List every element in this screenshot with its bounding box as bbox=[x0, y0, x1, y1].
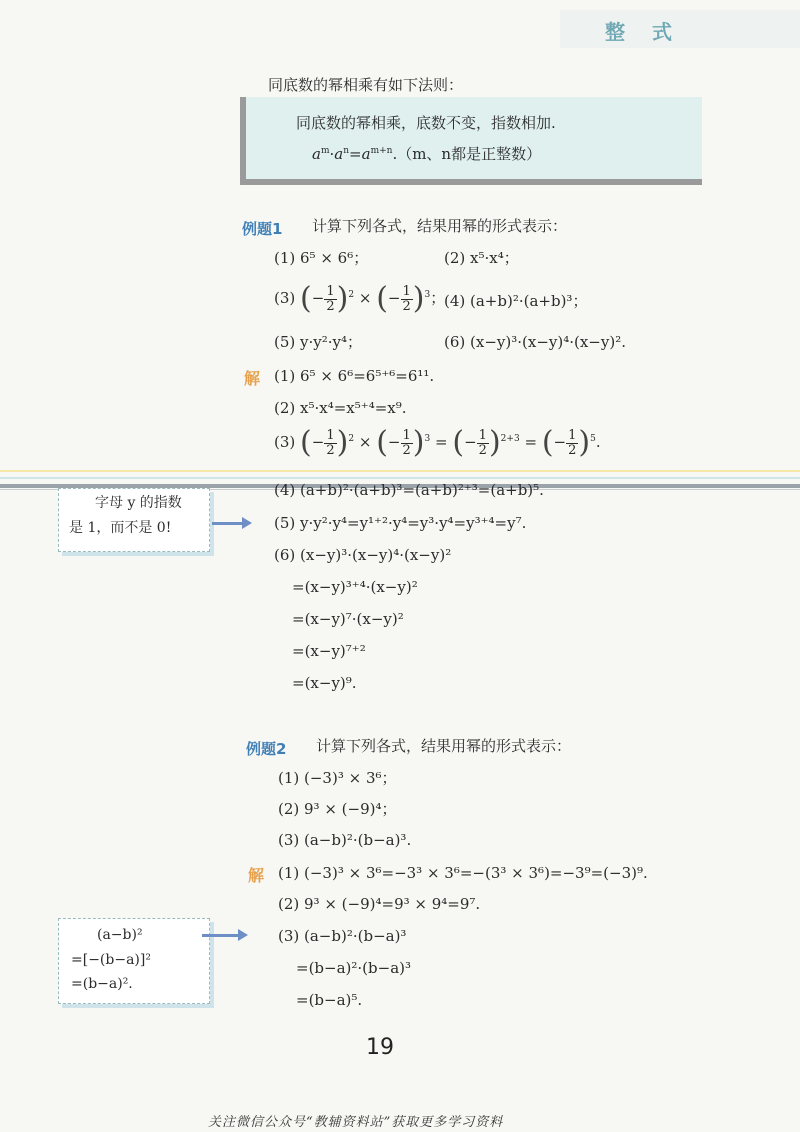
note1-line2: 是 1，而不是 0! bbox=[69, 519, 172, 536]
example2-problem-2: (2) 9³ × (−9)⁴； bbox=[278, 800, 397, 818]
example2-problem-1: (1) (−3)³ × 3⁶； bbox=[278, 769, 397, 787]
solution1-step-6-line2: =(x−y)³⁺⁴·(x−y)² bbox=[292, 578, 418, 596]
solution2-step-2: (2) 9³ × (−9)⁴=9³ × 9⁴=9⁷. bbox=[278, 895, 481, 913]
solution1-step-6-line3: =(x−y)⁷·(x−y)² bbox=[292, 610, 404, 628]
solution1-step-5: (5) y·y²·y⁴=y¹⁺²·y⁴=y³·y⁴=y³⁺⁴=y⁷. bbox=[274, 514, 527, 532]
solution1-step-6-line4: =(x−y)⁷⁺² bbox=[292, 642, 366, 660]
solution1-step-6-line1: (6) (x−y)³·(x−y)⁴·(x−y)² bbox=[274, 546, 452, 564]
solution1-step-3: (3) (− $\frac{1}{2}$ )$^2$ × (− $\frac{1}{2}$ )$^3$ = (− $\frac{1}{2}$ )$^{2+3}$ = (− $\frac{1}{2}$ )$^5$. bbox=[274, 425, 601, 460]
intro-text: 同底数的幂相乘有如下法则： bbox=[268, 76, 464, 94]
chapter-title: 整 式 bbox=[605, 20, 682, 44]
solution2-step-3-line2: =(b−a)²·(b−a)³ bbox=[296, 959, 411, 977]
example1-problem-2: (2) x⁵·x⁴； bbox=[444, 249, 519, 267]
example2-label: 例题2 bbox=[246, 740, 287, 758]
example1-label: 例题1 bbox=[242, 220, 283, 238]
example1-problem-5: (5) y·y²·y⁴； bbox=[274, 333, 363, 351]
solution1-label: 解 bbox=[244, 369, 261, 388]
solution2-step-3-line1: (3) (a−b)²·(b−a)³ bbox=[278, 927, 407, 945]
note-sign-change bbox=[58, 918, 210, 1004]
rule-formula: $a^m\cdot a^n=a^{m+n}.(m$、n都是正整数） bbox=[312, 145, 542, 163]
solution1-step-6-line5: =(x−y)⁹. bbox=[292, 674, 357, 692]
rule-box bbox=[240, 97, 702, 185]
note2-arrow bbox=[202, 934, 240, 937]
solution2-step-3-line3: =(b−a)⁵. bbox=[296, 991, 363, 1009]
solution1-step-1: (1) 6⁵ × 6⁶=6⁵⁺⁶=6¹¹. bbox=[274, 367, 435, 385]
scan-band-cyan bbox=[0, 477, 800, 479]
note-exponent-of-y bbox=[58, 488, 210, 552]
solution2-step-1: (1) (−3)³ × 3⁶=−3³ × 3⁶=−(3³ × 3⁶)=−3⁹=(−3)⁹. bbox=[278, 864, 648, 882]
note1-line1: 字母 y 的指数 bbox=[95, 495, 182, 511]
example2-problem-3: (3) (a−b)²·(b−a)³. bbox=[278, 831, 412, 849]
example1-prompt: 计算下列各式，结果用幂的形式表示： bbox=[312, 217, 568, 235]
example1-problem-6: (6) (x−y)³·(x−y)⁴·(x−y)². bbox=[444, 333, 626, 351]
example1-problem-3: (3) (− $\frac{1}{2}$ )$^2$ × (− $\frac{1}{2}$ )$^3$； bbox=[274, 281, 446, 316]
solution1-step-4: (4) (a+b)²·(a+b)³=(a+b)²⁺³=(a+b)⁵. bbox=[274, 481, 544, 499]
rule-statement: 同底数的幂相乘，底数不变，指数相加. bbox=[296, 114, 556, 132]
footer-watermark: 关注微信公众号“教辅资料站”获取更多学习资料 bbox=[208, 1115, 504, 1130]
example1-problem-4: (4) (a+b)²·(a+b)³； bbox=[444, 292, 588, 310]
example2-prompt: 计算下列各式，结果用幂的形式表示： bbox=[316, 737, 572, 755]
note1-arrow bbox=[212, 522, 244, 525]
solution1-step-2: (2) x⁵·x⁴=x⁵⁺⁴=x⁹. bbox=[274, 399, 407, 417]
note2-line2: =[−(b−a)]² bbox=[71, 951, 151, 968]
solution2-label: 解 bbox=[248, 866, 265, 885]
page-number: 19 bbox=[366, 1035, 394, 1060]
note2-line1: (a−b)² bbox=[97, 927, 143, 943]
note2-line3: =(b−a)². bbox=[71, 976, 133, 992]
example1-problem-1: (1) 6⁵ × 6⁶； bbox=[274, 249, 369, 267]
scan-band-yellow bbox=[0, 470, 800, 472]
